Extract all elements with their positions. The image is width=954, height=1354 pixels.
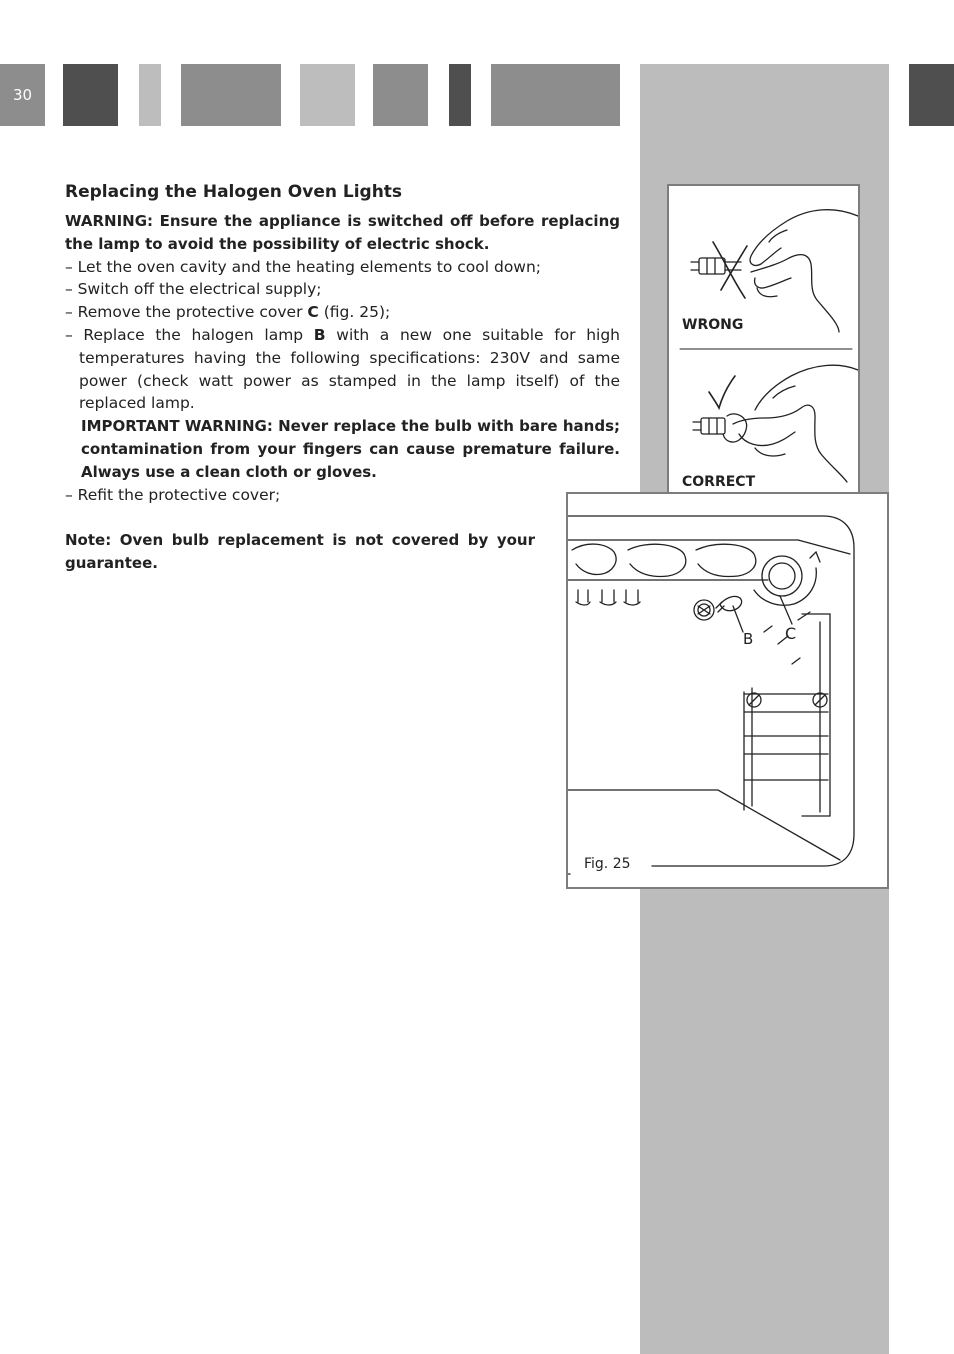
header-bar-right <box>909 64 954 126</box>
header-bar-6 <box>449 64 471 126</box>
label-c: C <box>785 624 797 643</box>
fig-25-oven-illustration <box>566 492 889 889</box>
step-3-end: (fig. 25); <box>318 303 391 322</box>
label-b: B <box>743 630 754 648</box>
wrong-correct-illustration <box>667 184 860 505</box>
step-4 <box>65 324 620 415</box>
header-bar-7 <box>491 64 620 126</box>
step-3-bold: C <box>307 303 319 322</box>
wrong-label: WRONG <box>682 317 744 333</box>
guarantee-note: Note: Oven bulb replacement is not covered by your guarantee. <box>65 531 535 573</box>
step-5: – Refit the protective cover; <box>65 485 281 504</box>
warning-text: WARNING: Ensure the appliance is switched off before replacing the lamp to avoid the possibility of electric shock. <box>65 212 620 253</box>
step-3-text: – Remove the protective cover <box>65 303 308 322</box>
section-text <box>65 180 620 575</box>
step-3 <box>65 301 620 324</box>
fig-caption: Fig. 25 <box>584 856 631 872</box>
section-title: Replacing the Halogen Oven Lights <box>65 182 403 202</box>
step-4-end: with a new one suitable for high temperatures having the following specifications: 230V and same power (check watt power as stamped in the lamp itself) of the replaced lamp. <box>79 325 620 413</box>
header-bar-4 <box>300 64 355 126</box>
page-number: 30 <box>0 64 45 126</box>
important-warning: IMPORTANT WARNING: Never replace the bulb with bare hands; contamination from your fingers can cause premature failure. Always use a clean cloth or gloves. <box>81 417 620 481</box>
header-bar-5 <box>373 64 428 126</box>
header-bar-1 <box>63 64 118 126</box>
step-4-bold: B <box>313 325 326 344</box>
hand-bulb-illustration <box>669 186 858 503</box>
step-1: – Let the oven cavity and the heating elements to cool down; <box>65 257 542 276</box>
oven-cavity-illustration <box>568 494 887 887</box>
correct-label: CORRECT <box>682 474 756 490</box>
header-bar-3 <box>181 64 281 126</box>
header-bar-2 <box>139 64 161 126</box>
step-4-text: – Replace the halogen lamp <box>65 325 314 344</box>
step-2: – Switch off the electrical supply; <box>65 280 322 299</box>
